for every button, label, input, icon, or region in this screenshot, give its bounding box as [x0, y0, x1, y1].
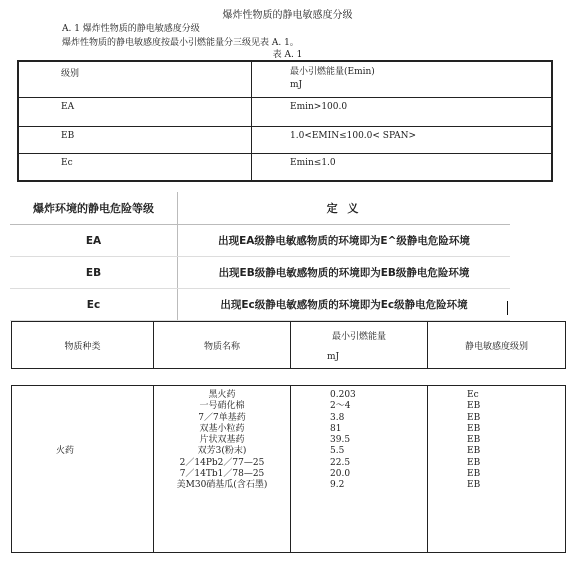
category-label: 火药 — [56, 446, 75, 456]
table-caption: 表 A. 1 — [272, 50, 303, 60]
substance-type-header: 物质种类 — [12, 322, 154, 369]
energy-value: 0.203 — [330, 390, 356, 400]
environment-hazard-table — [10, 192, 510, 321]
level-value: EB — [467, 412, 481, 423]
energy-cell: 1.0<EMIN≤100.0< SPAN> — [252, 126, 553, 153]
intro-text: 爆炸性物质的静电敏感度按最小引燃能量分三级见表 A. 1。 — [62, 38, 299, 48]
grade-cell: EA — [18, 97, 252, 126]
name-column — [154, 386, 291, 553]
substance-name: 双基小粒药 — [199, 423, 245, 434]
text-cursor — [507, 301, 508, 315]
energy-value: 20.0 — [330, 469, 351, 480]
grade-cell: Ec — [18, 153, 252, 181]
energy-value: 3.8 — [330, 412, 345, 423]
level-value: EB — [467, 469, 481, 480]
section-heading: A. 1 爆炸性物质的静电敏感度分级 — [62, 24, 200, 34]
energy-cell: Emin>100.0 — [252, 97, 553, 126]
energy-value: 9.2 — [330, 480, 345, 491]
env-grade-cell: EB — [10, 257, 178, 289]
table-header-row — [18, 61, 552, 97]
definition-cell: 出现Ec级静电敏感物质的环境即为Ec级静电危险环境 — [178, 289, 511, 321]
table-row — [10, 225, 510, 257]
definition-cell: 出现EA级静电敏感物质的环境即为E^级静电危险环境 — [178, 225, 511, 257]
energy-value: 2～4 — [330, 401, 351, 412]
energy-column — [291, 386, 428, 553]
energy-cell: Emin≤1.0 — [252, 153, 553, 181]
level-value: EB — [467, 401, 481, 412]
substance-name: 7／7单基药 — [198, 412, 246, 423]
substance-name: 黑火药 — [208, 390, 236, 400]
env-grade-header: 爆炸环境的静电危险等级 — [10, 192, 178, 225]
energy-value: 81 — [330, 423, 342, 434]
table-row — [12, 386, 566, 553]
definition-header: 定 义 — [178, 192, 511, 225]
min-energy-label: 最小引燃能量 — [331, 331, 386, 342]
energy-header-unit: mJ — [290, 80, 303, 90]
table-row — [10, 289, 510, 321]
substance-name: 2／14Pb2／77—25 — [179, 457, 265, 468]
level-value: EB — [467, 423, 481, 434]
sensitivity-grade-table — [17, 60, 553, 182]
table-row — [18, 153, 552, 181]
level-column — [428, 386, 566, 553]
level-value: EB — [467, 457, 481, 468]
min-energy-header — [291, 322, 428, 369]
substance-name: 7／14Tb1／78—25 — [179, 469, 265, 480]
level-value: EB — [467, 435, 481, 446]
energy-value: 39.5 — [330, 435, 351, 446]
substance-name: 美M30硝基瓜(含石墨) — [176, 480, 268, 491]
substance-name: 双芳3(粉末) — [197, 446, 247, 457]
table-row — [10, 257, 510, 289]
energy-header-label: 最小引燃能量(Emin) — [290, 67, 375, 77]
level-value: EB — [467, 480, 481, 491]
table-header-row — [10, 192, 510, 225]
grade-cell: EB — [18, 126, 252, 153]
env-grade-cell: Ec — [10, 289, 178, 321]
table-header-row — [12, 322, 566, 369]
table-row — [18, 126, 552, 153]
env-grade-cell: EA — [10, 225, 178, 257]
grade-header: 级别 — [18, 61, 252, 97]
document-title: 爆炸性物质的静电敏感度分级 — [222, 10, 353, 21]
substance-name: 一号硝化棉 — [199, 401, 245, 412]
substances-header-table — [11, 321, 566, 369]
table-row — [18, 97, 552, 126]
min-energy-unit: mJ — [327, 351, 340, 362]
substances-table — [11, 385, 566, 553]
energy-value: 5.5 — [330, 446, 345, 457]
definition-cell: 出现EB级静电敏感物质的环境即为EB级静电危险环境 — [178, 257, 511, 289]
level-value: Ec — [467, 390, 479, 400]
sensitivity-level-header: 静电敏感度级别 — [428, 322, 566, 369]
category-cell — [12, 386, 154, 553]
substance-name-header: 物质名称 — [154, 322, 291, 369]
energy-header — [252, 61, 553, 97]
level-value: EB — [467, 446, 481, 457]
energy-value: 22.5 — [330, 457, 351, 468]
substance-name: 片状双基药 — [199, 435, 245, 446]
